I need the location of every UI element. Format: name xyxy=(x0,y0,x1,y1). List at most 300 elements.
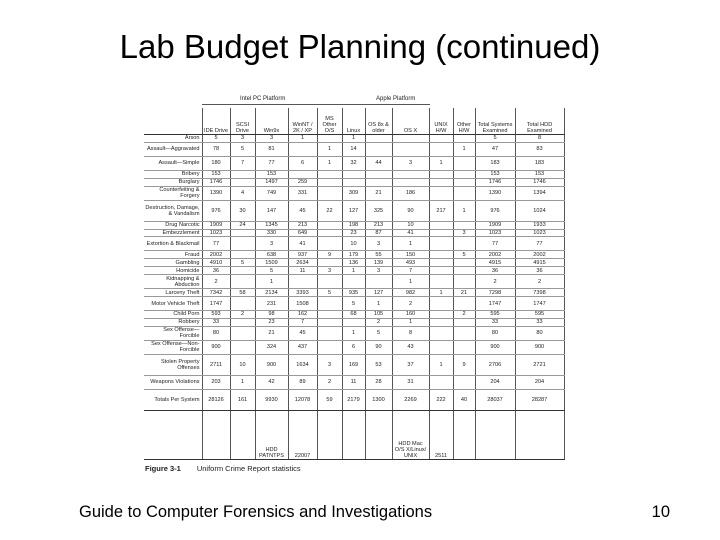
table-cell: 324 xyxy=(255,340,288,354)
table-row xyxy=(144,311,564,319)
table-cell: 80 xyxy=(475,326,515,340)
table-cell: 331 xyxy=(288,186,317,200)
total-cell: 222 xyxy=(429,389,453,410)
table-cell: 7398 xyxy=(515,289,564,297)
table-cell: 4915 xyxy=(515,259,564,267)
table-cell: 1 xyxy=(429,289,453,297)
table-cell xyxy=(365,178,392,186)
table-cell: 204 xyxy=(515,375,564,389)
table-cell xyxy=(453,135,475,143)
table-cell: 153 xyxy=(475,170,515,178)
row-label: Homicide xyxy=(144,267,202,275)
empty-cell xyxy=(365,410,392,459)
table-cell: 1023 xyxy=(515,229,564,237)
table-cell: 21 xyxy=(453,289,475,297)
table-cell: 5 xyxy=(342,297,365,311)
table-row xyxy=(144,135,564,143)
row-label: Assault—Simple xyxy=(144,156,202,170)
table-cell xyxy=(453,156,475,170)
total-cell: 59 xyxy=(317,389,342,410)
table-cell: 1 xyxy=(392,318,429,326)
table-header-row xyxy=(144,108,564,135)
table-cell: 6 xyxy=(342,340,365,354)
scanned-table-figure xyxy=(144,94,564,474)
table-cell: 976 xyxy=(475,200,515,221)
table-cell: 2134 xyxy=(255,289,288,297)
table-cell xyxy=(429,318,453,326)
table-row xyxy=(144,142,564,156)
table-cell: 900 xyxy=(202,340,230,354)
table-cell: 900 xyxy=(475,340,515,354)
table-cell: 179 xyxy=(342,251,365,259)
table-cell: 43 xyxy=(392,340,429,354)
table-cell xyxy=(429,326,453,340)
table-cell: 136 xyxy=(342,259,365,267)
table-cell: 2 xyxy=(453,311,475,319)
column-header: Win9x xyxy=(255,108,288,135)
table-cell: 139 xyxy=(365,259,392,267)
table-cell: 10 xyxy=(342,237,365,251)
table-row xyxy=(144,237,564,251)
figure-caption xyxy=(145,464,301,473)
table-cell xyxy=(317,178,342,186)
table-cell xyxy=(453,221,475,229)
table-cell: 4 xyxy=(230,186,255,200)
table-row xyxy=(144,340,564,354)
table-cell xyxy=(317,297,342,311)
table-cell xyxy=(317,259,342,267)
table-cell: 169 xyxy=(342,354,365,375)
row-label: Drug Narcotic xyxy=(144,221,202,229)
table-cell: 87 xyxy=(365,229,392,237)
row-label: Assault—Aggravated xyxy=(144,142,202,156)
table-cell xyxy=(429,375,453,389)
table-cell: 77 xyxy=(255,156,288,170)
table-cell: 213 xyxy=(365,221,392,229)
table-cell: 595 xyxy=(475,311,515,319)
table-cell: 3393 xyxy=(288,289,317,297)
empty-cell xyxy=(202,410,230,459)
table-cell: 2002 xyxy=(475,251,515,259)
table-cell xyxy=(453,267,475,275)
table-cell: 11 xyxy=(342,375,365,389)
table-cell: 2 xyxy=(202,275,230,289)
table-cell: 31 xyxy=(392,375,429,389)
table-cell xyxy=(429,311,453,319)
table-cell xyxy=(317,135,342,143)
table-cell: 1 xyxy=(317,142,342,156)
summary-cell: HDD Mac O/S X/Linux/ UNIX xyxy=(392,410,429,459)
row-label: Fraud xyxy=(144,251,202,259)
table-row xyxy=(144,375,564,389)
table-cell xyxy=(230,340,255,354)
table-cell: 36 xyxy=(202,267,230,275)
table-cell xyxy=(230,267,255,275)
total-cell: 28037 xyxy=(475,389,515,410)
table-cell: 3 xyxy=(453,229,475,237)
table-cell: 2 xyxy=(515,275,564,289)
table-cell: 976 xyxy=(202,200,230,221)
table-cell: 1024 xyxy=(515,200,564,221)
empty-cell xyxy=(515,410,564,459)
column-header: Total HDD Examined xyxy=(515,108,564,135)
column-header: IDE Drive xyxy=(202,108,230,135)
table-cell: 83 xyxy=(515,142,564,156)
table-cell xyxy=(365,135,392,143)
table-cell xyxy=(392,142,429,156)
table-cell xyxy=(429,267,453,275)
table-cell: 2 xyxy=(317,375,342,389)
table-cell: 1909 xyxy=(475,221,515,229)
row-label: Burglary xyxy=(144,178,202,186)
table-cell xyxy=(453,318,475,326)
table-cell: 1508 xyxy=(288,297,317,311)
table-cell: 900 xyxy=(255,354,288,375)
table-cell: 2002 xyxy=(515,251,564,259)
table-row xyxy=(144,326,564,340)
table-cell xyxy=(317,221,342,229)
table-cell xyxy=(453,326,475,340)
table-cell: 6 xyxy=(288,156,317,170)
table-cell: 127 xyxy=(365,289,392,297)
table-cell: 1746 xyxy=(515,178,564,186)
empty-cell xyxy=(342,410,365,459)
table-cell: 45 xyxy=(288,326,317,340)
table-cell: 150 xyxy=(392,251,429,259)
table-cell: 30 xyxy=(230,200,255,221)
table-cell: 186 xyxy=(392,186,429,200)
table-cell: 2 xyxy=(230,311,255,319)
table-cell: 638 xyxy=(255,251,288,259)
table-cell: 5 xyxy=(475,135,515,143)
table-cell: 105 xyxy=(365,311,392,319)
table-cell xyxy=(317,340,342,354)
table-cell xyxy=(230,326,255,340)
table-cell: 593 xyxy=(202,311,230,319)
table-cell: 5 xyxy=(317,289,342,297)
table-row xyxy=(144,186,564,200)
table-cell: 982 xyxy=(392,289,429,297)
table-cell: 3 xyxy=(317,354,342,375)
table-cell: 80 xyxy=(202,326,230,340)
table-cell: 22 xyxy=(317,200,342,221)
table-cell xyxy=(365,142,392,156)
table-cell: 89 xyxy=(288,375,317,389)
table-cell: 5 xyxy=(230,259,255,267)
table-cell: 183 xyxy=(475,156,515,170)
table-cell: 1023 xyxy=(202,229,230,237)
table-cell: 213 xyxy=(288,221,317,229)
table-cell: 1 xyxy=(392,237,429,251)
row-label: Sex Offense—Forcible xyxy=(144,326,202,340)
table-cell: 147 xyxy=(255,200,288,221)
table-cell: 47 xyxy=(475,142,515,156)
table-cell: 1 xyxy=(288,135,317,143)
table-cell: 1 xyxy=(453,200,475,221)
summary-row xyxy=(144,410,564,459)
row-label: Bribery xyxy=(144,170,202,178)
table-cell: 21 xyxy=(255,326,288,340)
table-cell: 1 xyxy=(342,135,365,143)
table-cell: 1 xyxy=(365,297,392,311)
table-cell: 203 xyxy=(202,375,230,389)
slide-title: Lab Budget Planning (continued) xyxy=(119,28,601,65)
table-cell: 98 xyxy=(255,311,288,319)
table-cell: 77 xyxy=(515,237,564,251)
page-number: 10 xyxy=(651,503,670,521)
total-cell: 2269 xyxy=(392,389,429,410)
table-cell: 1747 xyxy=(515,297,564,311)
table-cell: 90 xyxy=(365,340,392,354)
table-cell: 11 xyxy=(288,267,317,275)
table-cell: 309 xyxy=(342,186,365,200)
crime-report-table xyxy=(144,108,565,460)
table-cell xyxy=(429,229,453,237)
table-cell: 44 xyxy=(365,156,392,170)
table-row xyxy=(144,297,564,311)
table-cell: 77 xyxy=(202,237,230,251)
table-cell: 32 xyxy=(342,156,365,170)
table-cell xyxy=(453,340,475,354)
table-row xyxy=(144,170,564,178)
table-cell: 2 xyxy=(475,275,515,289)
table-cell: 2634 xyxy=(288,259,317,267)
table-cell xyxy=(317,229,342,237)
table-row xyxy=(144,200,564,221)
footer-book-title: Guide to Computer Forensics and Investigations xyxy=(79,503,433,521)
table-cell: 77 xyxy=(475,237,515,251)
table-cell: 1747 xyxy=(475,297,515,311)
table-cell: 68 xyxy=(342,311,365,319)
table-cell: 1 xyxy=(255,275,288,289)
table-cell xyxy=(230,318,255,326)
table-cell: 4915 xyxy=(475,259,515,267)
table-cell: 7 xyxy=(288,318,317,326)
empty-cell xyxy=(453,410,475,459)
row-label: Motor Vehicle Theft xyxy=(144,297,202,311)
table-cell: 1394 xyxy=(515,186,564,200)
table-cell xyxy=(342,170,365,178)
table-cell: 900 xyxy=(515,340,564,354)
table-cell xyxy=(429,221,453,229)
table-row xyxy=(144,178,564,186)
table-cell: 10 xyxy=(392,221,429,229)
table-cell xyxy=(429,142,453,156)
table-cell xyxy=(392,170,429,178)
table-cell xyxy=(453,297,475,311)
table-cell: 231 xyxy=(255,297,288,311)
table-cell xyxy=(429,340,453,354)
total-cell: 28287 xyxy=(515,389,564,410)
table-cell xyxy=(230,178,255,186)
table-cell: 10 xyxy=(230,354,255,375)
table-cell: 937 xyxy=(288,251,317,259)
column-header: MS Other O/S xyxy=(317,108,342,135)
table-row xyxy=(144,275,564,289)
table-cell: 180 xyxy=(202,156,230,170)
table-cell: 3 xyxy=(255,237,288,251)
group-rule-pc xyxy=(202,104,350,105)
row-label: Arson xyxy=(144,135,202,143)
table-cell: 33 xyxy=(475,318,515,326)
table-cell: 33 xyxy=(515,318,564,326)
table-cell: 7342 xyxy=(202,289,230,297)
column-header: OS X xyxy=(392,108,429,135)
row-label: Larceny Theft xyxy=(144,289,202,297)
empty-cell xyxy=(475,410,515,459)
table-cell: 36 xyxy=(475,267,515,275)
row-label: Embezzlement xyxy=(144,229,202,237)
table-cell: 1 xyxy=(230,375,255,389)
table-row xyxy=(144,259,564,267)
table-cell: 42 xyxy=(255,375,288,389)
row-label: Robbery xyxy=(144,318,202,326)
table-cell: 81 xyxy=(255,142,288,156)
table-cell: 1023 xyxy=(475,229,515,237)
row-label: Kidnapping & Abduction xyxy=(144,275,202,289)
column-header: WinNT / 2K / XP xyxy=(288,108,317,135)
table-row xyxy=(144,354,564,375)
table-cell xyxy=(230,251,255,259)
table-cell: 325 xyxy=(365,200,392,221)
table-cell xyxy=(230,275,255,289)
row-label: Stolen Property Offenses xyxy=(144,354,202,375)
table-cell xyxy=(453,237,475,251)
table-cell: 3 xyxy=(365,267,392,275)
caption-label: Figure 3-1 xyxy=(145,464,181,473)
table-cell: 36 xyxy=(515,267,564,275)
table-cell: 198 xyxy=(342,221,365,229)
totals-row xyxy=(144,389,564,410)
table-cell xyxy=(453,178,475,186)
table-cell: 2711 xyxy=(202,354,230,375)
summary-cell: 22007 xyxy=(288,410,317,459)
table-cell: 2 xyxy=(365,318,392,326)
table-cell: 1747 xyxy=(202,297,230,311)
table-cell: 23 xyxy=(255,318,288,326)
empty-cell xyxy=(230,410,255,459)
total-cell: 2179 xyxy=(342,389,365,410)
row-label: Child Porn xyxy=(144,311,202,319)
table-row xyxy=(144,156,564,170)
table-cell: 41 xyxy=(288,237,317,251)
table-cell: 1 xyxy=(429,354,453,375)
column-header: UNIX H/W xyxy=(429,108,453,135)
table-cell: 493 xyxy=(392,259,429,267)
total-cell: 9930 xyxy=(255,389,288,410)
group-rule-apple xyxy=(346,104,430,105)
table-cell: 217 xyxy=(429,200,453,221)
table-cell: 7298 xyxy=(475,289,515,297)
table-cell: 58 xyxy=(230,289,255,297)
total-cell: 40 xyxy=(453,389,475,410)
table-cell: 1 xyxy=(342,326,365,340)
table-cell: 330 xyxy=(255,229,288,237)
row-label: Destruction, Damage, & Vandalism xyxy=(144,200,202,221)
table-cell xyxy=(429,135,453,143)
table-row xyxy=(144,251,564,259)
table-cell: 204 xyxy=(475,375,515,389)
table-cell xyxy=(317,275,342,289)
table-cell: 160 xyxy=(392,311,429,319)
row-label: Counterfeiting & Forgery xyxy=(144,186,202,200)
row-label: Extortion & Blackmail xyxy=(144,237,202,251)
table-cell xyxy=(429,259,453,267)
table-cell xyxy=(429,275,453,289)
table-cell: 9 xyxy=(453,354,475,375)
column-header: SCSI Drive xyxy=(230,108,255,135)
table-cell: 90 xyxy=(392,200,429,221)
table-cell: 23 xyxy=(342,229,365,237)
column-header: Linux xyxy=(342,108,365,135)
table-cell xyxy=(429,186,453,200)
summary-cell: HDD PATNTPS xyxy=(255,410,288,459)
caption-text: Uniform Crime Report statistics xyxy=(196,464,301,473)
table-row xyxy=(144,229,564,237)
total-cell: 1300 xyxy=(365,389,392,410)
table-cell xyxy=(317,170,342,178)
table-cell: 595 xyxy=(515,311,564,319)
table-cell: 1 xyxy=(453,142,475,156)
table-cell: 37 xyxy=(392,354,429,375)
table-cell: 649 xyxy=(288,229,317,237)
table-cell: 21 xyxy=(365,186,392,200)
table-cell: 1345 xyxy=(255,221,288,229)
table-cell xyxy=(342,178,365,186)
table-cell: 183 xyxy=(515,156,564,170)
table-cell xyxy=(453,275,475,289)
table-cell: 3 xyxy=(392,156,429,170)
table-cell: 33 xyxy=(202,318,230,326)
table-row xyxy=(144,318,564,326)
table-cell xyxy=(429,251,453,259)
table-cell xyxy=(392,178,429,186)
table-cell xyxy=(453,375,475,389)
row-label: Gambling xyxy=(144,259,202,267)
table-cell xyxy=(429,170,453,178)
table-cell: 1634 xyxy=(288,354,317,375)
table-cell: 45 xyxy=(288,200,317,221)
table-cell: 153 xyxy=(515,170,564,178)
table-cell: 1746 xyxy=(202,178,230,186)
table-cell: 14 xyxy=(342,142,365,156)
table-cell: 1746 xyxy=(475,178,515,186)
table-cell: 3 xyxy=(255,135,288,143)
table-cell: 1497 xyxy=(255,178,288,186)
table-cell: 28 xyxy=(365,375,392,389)
total-cell: 28126 xyxy=(202,389,230,410)
table-cell xyxy=(288,142,317,156)
table-cell xyxy=(288,275,317,289)
table-cell xyxy=(342,275,365,289)
table-cell: 437 xyxy=(288,340,317,354)
table-cell: 5 xyxy=(202,135,230,143)
table-cell: 2002 xyxy=(202,251,230,259)
table-cell: 3 xyxy=(317,267,342,275)
table-cell: 8 xyxy=(392,326,429,340)
table-cell: 1 xyxy=(429,156,453,170)
table-cell xyxy=(230,297,255,311)
table-cell xyxy=(365,170,392,178)
table-cell: 3 xyxy=(230,135,255,143)
table-body xyxy=(144,135,564,460)
table-cell xyxy=(288,170,317,178)
table-cell: 1 xyxy=(342,267,365,275)
table-cell: 2706 xyxy=(475,354,515,375)
table-cell: 24 xyxy=(230,221,255,229)
table-cell xyxy=(365,275,392,289)
table-cell xyxy=(342,318,365,326)
